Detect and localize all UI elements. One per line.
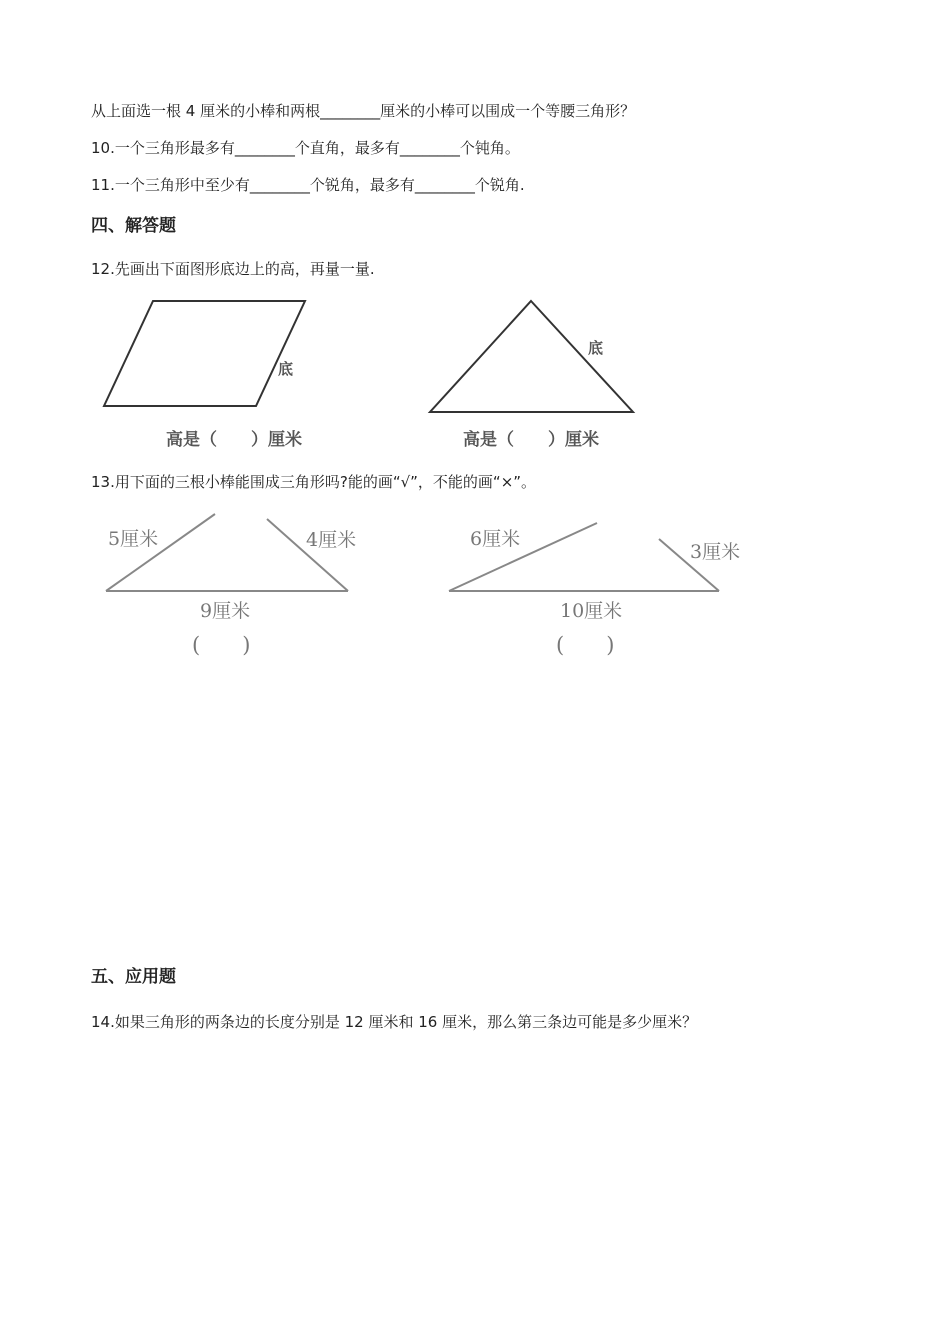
parallelogram-shape [104,301,305,406]
stick-4cm-label: 4厘米 [306,529,357,551]
parallelogram-height-answer: 高是（ ）厘米 [166,430,302,450]
question-10: 10.一个三角形最多有________个直角，最多有________个钝角。 [91,139,520,157]
parallelogram-base-label: 底 [278,360,294,378]
parallelogram-figure [104,301,305,450]
answer-blank-left: ( ) [192,633,251,657]
stick-5cm [106,514,215,591]
triangle-base-label: 底 [588,339,604,357]
section-4-heading: 四、解答题 [91,216,176,236]
triangle-height-answer: 高是（ ）厘米 [463,430,599,450]
sticks-set-right [449,523,740,657]
stick-5cm-label: 5厘米 [108,528,159,550]
sticks-set-left [106,514,356,657]
question-12: 12.先画出下面图形底边上的高，再量一量. [91,260,375,278]
stick-10cm-label: 10厘米 [560,600,623,622]
question-9-continuation: 从上面选一根 4 厘米的小棒和两根________厘米的小棒可以围成一个等腰三角形？ [91,102,636,120]
question-13: 13.用下面的三根小棒能围成三角形吗?能的画“√”，不能的画“×”。 [91,473,537,491]
question-14: 14.如果三角形的两条边的长度分别是 12 厘米和 16 厘米，那么第三条边可能是多少厘米？ [91,1013,698,1031]
section-5-heading: 五、应用题 [91,967,176,987]
stick-9cm-label: 9厘米 [200,600,251,622]
question-11: 11.一个三角形中至少有________个锐角，最多有________个锐角. [91,176,525,194]
answer-blank-right: ( ) [556,633,615,657]
stick-6cm-label: 6厘米 [470,528,521,550]
triangle-figure [430,301,633,450]
stick-3cm-label: 3厘米 [690,541,741,563]
